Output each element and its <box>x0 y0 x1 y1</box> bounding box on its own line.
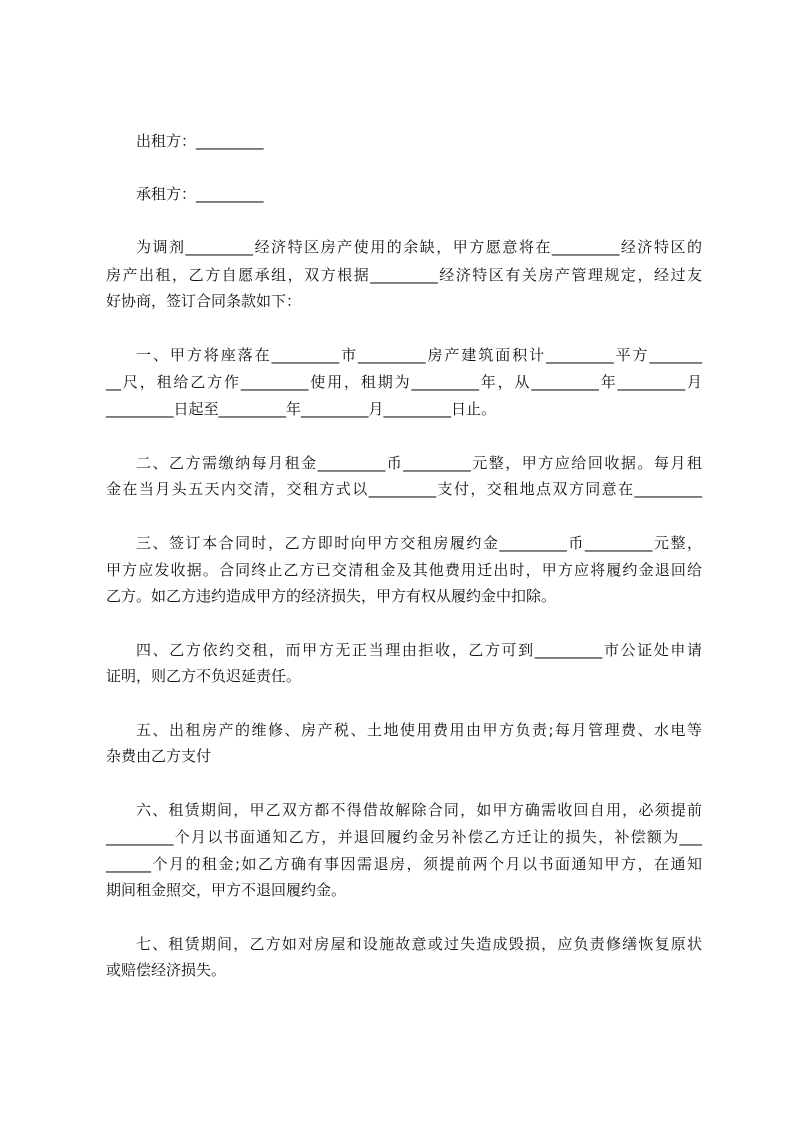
clause-line: 五、出租房产的维修、房产税、土地使用费用由甲方负责;每月管理费、水电等 <box>136 721 702 739</box>
clause-line: 二、乙方需缴纳每月租金_________币_________元整，甲方应给回收据。每月租 <box>136 454 702 472</box>
clause-line: 甲方应发收据。合同终止乙方已交清租金及其他费用迁出时，甲方应将履约金退回给 <box>106 561 702 579</box>
clause-line: __尺，租给乙方作_________使用，租期为_________年，从_________年_________月 <box>106 373 702 391</box>
clause-line: 期间租金照交，甲方不退回履约金。 <box>106 881 347 899</box>
lessor-line: 出租方：_________ <box>136 132 264 150</box>
clause-line: 四、乙方依约交租，而甲方无正当理由拒收，乙方可到_________市公证处申请 <box>136 641 702 659</box>
clause-line: 证明，则乙方不负迟延责任。 <box>106 667 302 685</box>
clause-line: 七、租赁期间，乙方如对房屋和设施故意或过失造成毁损，应负责修缮恢复原状 <box>136 935 702 953</box>
clause-line: 杂费由乙方支付 <box>106 747 212 765</box>
preamble-line: 好协商，签订合同条款如下： <box>106 292 302 310</box>
clause-line: 六、租赁期间，甲乙双方都不得借故解除合同，如甲方确需收回自用，必须提前 <box>136 801 702 819</box>
clause-line: _________个月以书面通知乙方，并退回履约金另补偿乙方迁让的损失，补偿额为___ <box>106 828 702 846</box>
preamble-line: 为调剂_________经济特区房产使用的余缺，甲方愿意将在_________经济特区的 <box>136 238 702 256</box>
clause-line: ______个月的租金;如乙方确有事因需退房，须提前两个月以书面通知甲方，在通知 <box>106 855 702 873</box>
clause-line: 或赔偿经济损失。 <box>106 961 227 979</box>
lessee-line: 承租方：_________ <box>136 185 264 203</box>
clause-line: 一、甲方将座落在_________市_________房产建筑面积计_________平方_______ <box>136 346 702 364</box>
clause-line: 乙方。如乙方违约造成甲方的经济损失，甲方有权从履约金中扣除。 <box>106 587 557 605</box>
preamble-line: 房产出租，乙方自愿承组，双方根据_________经济特区有关房产管理规定，经过友 <box>106 266 702 284</box>
clause-line: 三、签订本合同时，乙方即时向甲方交租房履约金_________币_________元整， <box>136 534 702 552</box>
clause-line: 金在当月头五天内交清，交租方式以_________支付，交租地点双方同意在_________ <box>106 480 702 498</box>
clause-line: _________日起至_________年_________月_________日止。 <box>106 400 497 418</box>
